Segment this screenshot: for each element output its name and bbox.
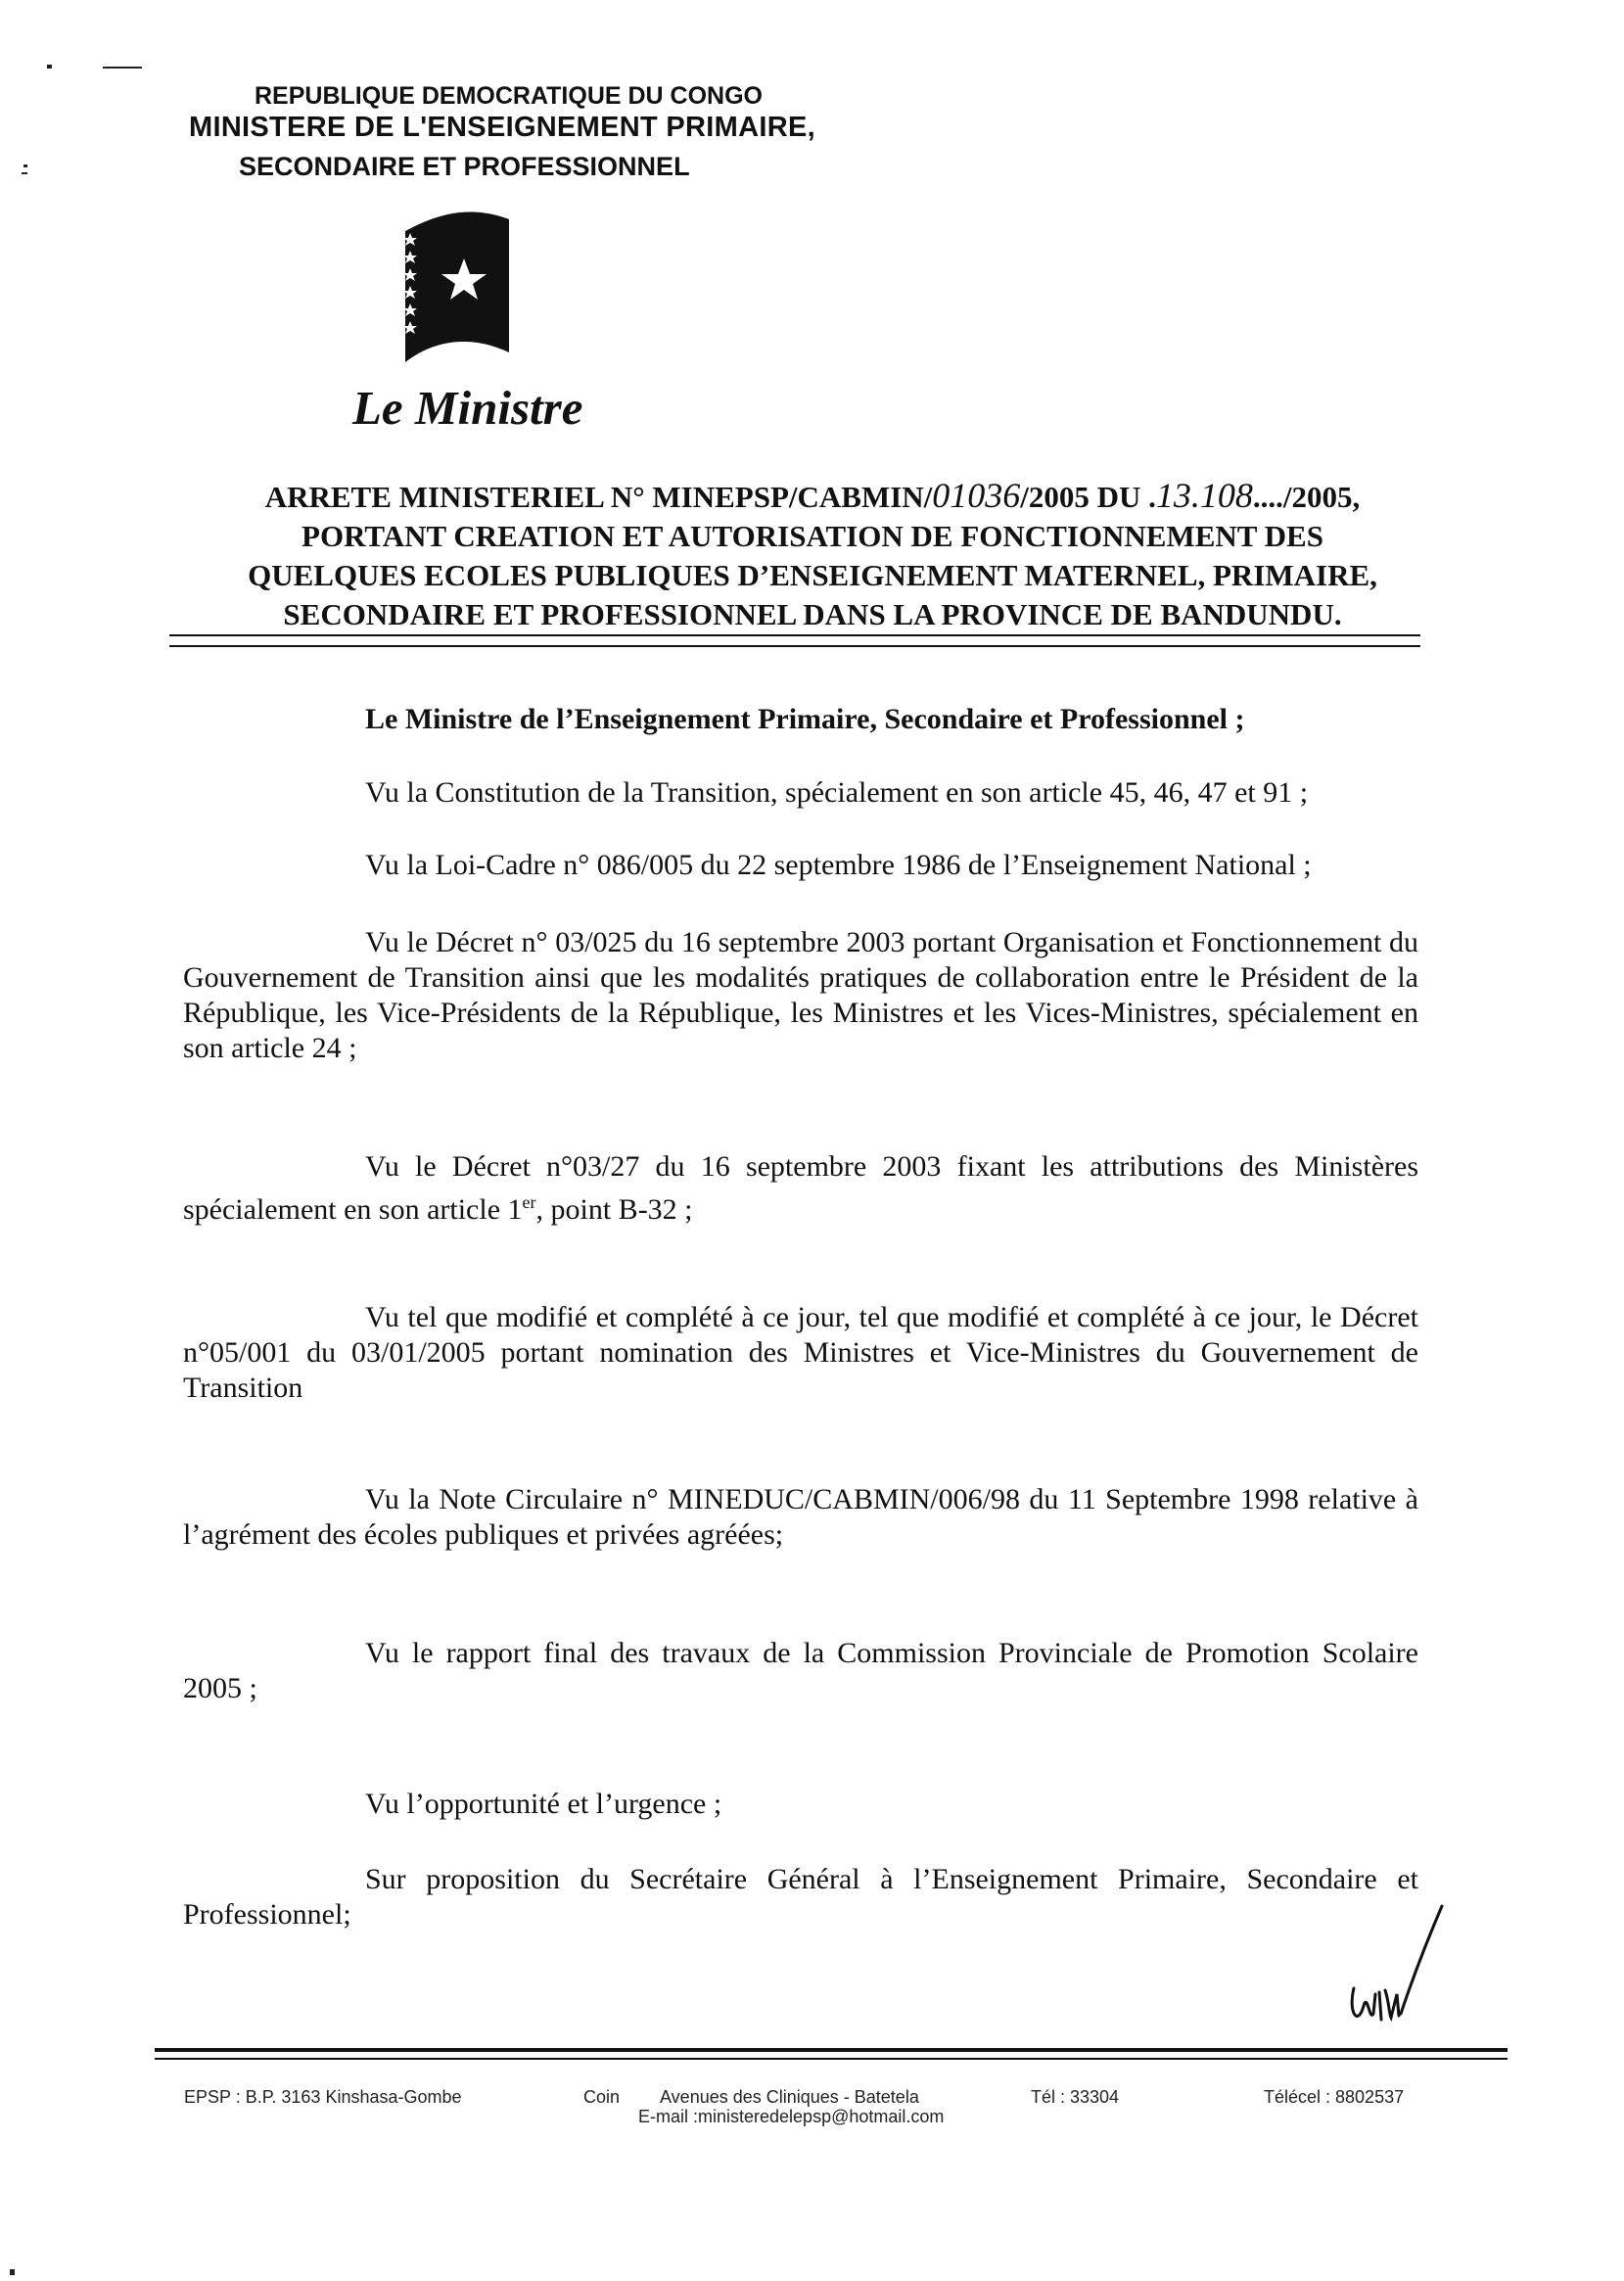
decree-title-line1 xyxy=(166,476,1459,517)
paragraph-decret-03-27 xyxy=(183,1149,1418,1228)
paragraph-loi-cadre: Vu la Loi-Cadre n° 086/005 du 22 septembre 1986 de l’Enseignement National ; xyxy=(365,849,1312,881)
decree-date-handwritten: 13.108 xyxy=(1155,476,1253,515)
decree-title-line3: QUELQUES ECOLES PUBLIQUES D’ENSEIGNEMENT MATERNEL, PRIMAIRE, xyxy=(248,558,1377,592)
decree-title xyxy=(166,476,1459,634)
superscript-er: er xyxy=(522,1192,536,1212)
paragraph-opportunite: Vu l’opportunité et l’urgence ; xyxy=(365,1788,722,1820)
decree-year: /2005 DU . xyxy=(1020,480,1156,514)
scan-speck xyxy=(10,2269,15,2275)
footer-rule xyxy=(155,2048,1508,2060)
paragraph-decret-03-27-end: , point B-32 ; xyxy=(535,1193,693,1226)
footer-tel: Tél : 33304 xyxy=(1031,2087,1120,2107)
footer-telecel: Télécel : 8802537 xyxy=(1264,2087,1405,2107)
paragraph-proposition: Sur proposition du Secrétaire Général à l’Enseignement Primaire, Secondaire et Professionnel; xyxy=(183,1863,1418,1931)
paragraph-decret-05-001: Vu tel que modifié et complété à ce jour, tel que modifié et complété à ce jour, le Décret n°05/001 du 03/01/2005 portant nomination des Ministres et Vice-Ministres du Gouvernement de Transition xyxy=(183,1301,1418,1404)
scan-speck xyxy=(22,172,27,174)
intro-line: Le Ministre de l’Enseignement Primaire, Secondaire et Professionnel ; xyxy=(365,703,1245,735)
scan-speck xyxy=(103,67,142,69)
decree-number-prefix: ARRETE MINISTERIEL N° MINEPSP/CABMIN/ xyxy=(264,480,933,514)
scan-speck xyxy=(23,164,27,167)
handwritten-initials xyxy=(1346,1904,1444,2041)
paragraph-constitution: Vu la Constitution de la Transition, spécialement en son article 45, 46, 47 et 91 ; xyxy=(365,776,1309,809)
header-country: REPUBLIQUE DEMOCRATIQUE DU CONGO xyxy=(255,82,763,110)
title-double-rule xyxy=(169,634,1420,647)
header-ministry-cont: SECONDAIRE ET PROFESSIONNEL xyxy=(239,152,690,181)
scan-speck xyxy=(47,65,52,69)
paragraph-decret-03-27-text: Vu le Décret n°03/27 du 16 septembre 2003 fixant les attributions des Ministères spécialement en son article 1 xyxy=(183,1150,1418,1226)
header-ministry: MINISTERE DE L'ENSEIGNEMENT PRIMAIRE, xyxy=(189,112,815,143)
footer-coin: Coin xyxy=(583,2087,621,2107)
decree-number-handwritten: 01036 xyxy=(932,476,1021,515)
paragraph-decret-03-025: Vu le Décret n° 03/025 du 16 septembre 2003 portant Organisation et Fonctionnement du Gouvernement de Transition ainsi que les modalités pratiques de collaboration entre le Président de la République, les Vice-Présidents de la République, les Ministres et les Vices-Ministres, spécialement en son article 24 ; xyxy=(183,926,1418,1064)
paragraph-note-circulaire: Vu la Note Circulaire n° MINEDUC/CABMIN/006/98 du 11 Septembre 1998 relative à l’agrément des écoles publiques et privées agréées; xyxy=(183,1483,1418,1551)
decree-title-line2: PORTANT CREATION ET AUTORISATION DE FONCTIONNEMENT DES xyxy=(302,519,1323,553)
minister-signature-title: Le Ministre xyxy=(352,381,583,435)
footer-avenues: Avenues des Cliniques - Batetela xyxy=(660,2087,919,2107)
flag-emblem xyxy=(399,208,515,364)
paragraph-rapport-final: Vu le rapport final des travaux de la Commission Provinciale de Promotion Scolaire 2005 ; xyxy=(183,1637,1418,1704)
footer-address: EPSP : B.P. 3163 Kinshasa-Gombe xyxy=(184,2087,462,2107)
footer-email: E-mail :ministeredelepsp@hotmail.com xyxy=(638,2107,945,2126)
decree-title-line4: SECONDAIRE ET PROFESSIONNEL DANS LA PROVINCE DE BANDUNDU. xyxy=(283,597,1342,631)
decree-date-year: ..../2005, xyxy=(1252,480,1361,514)
